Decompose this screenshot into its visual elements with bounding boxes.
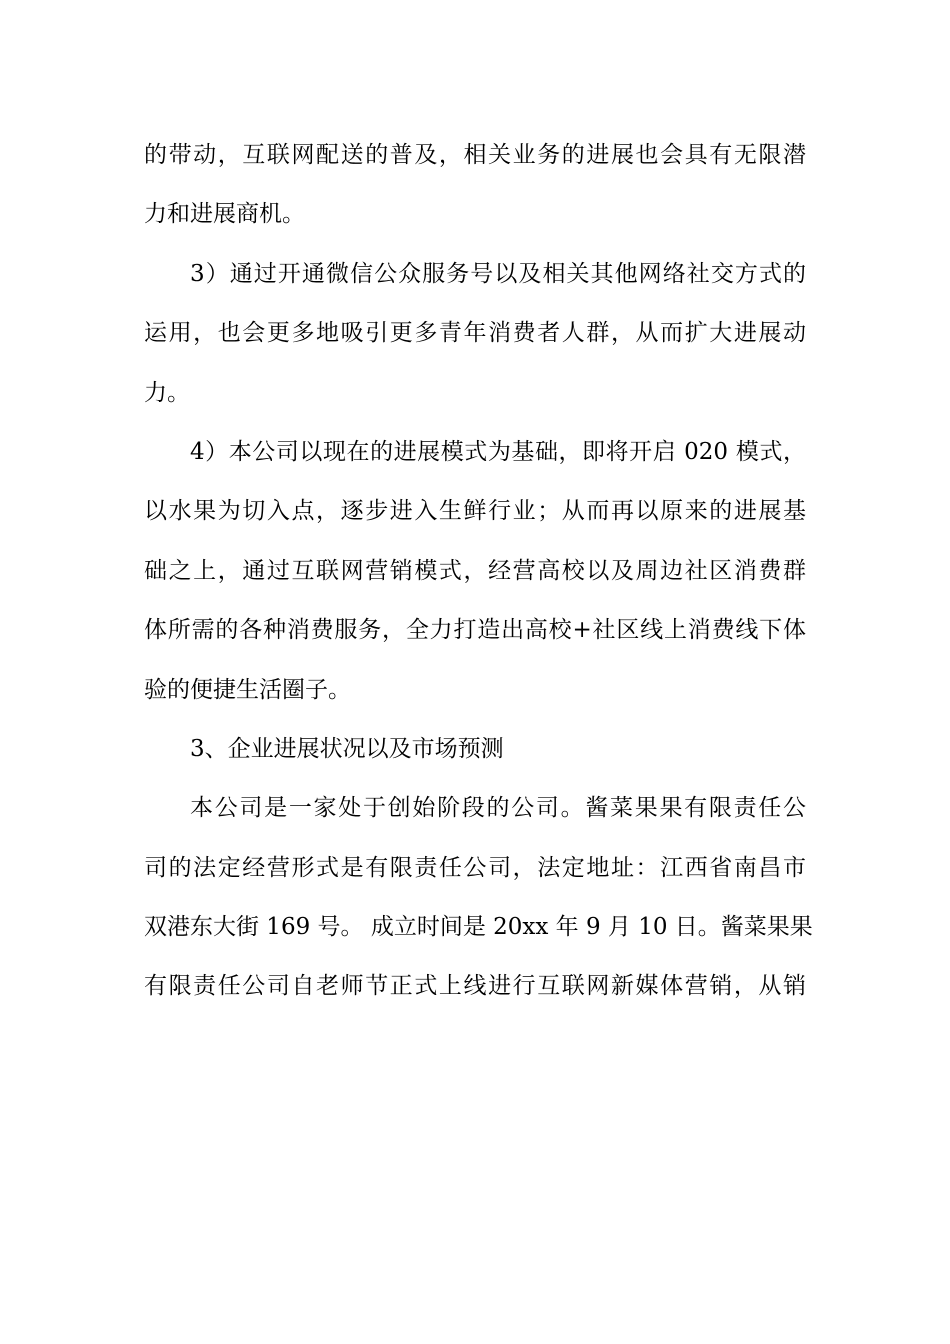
section-heading: 3、企业进展状况以及市场预测 bbox=[190, 735, 504, 762]
paragraph-line: 运用，也会更多地吸引更多青年消费者人群，从而扩大进展动 bbox=[144, 320, 806, 347]
paragraph-line: 3）通过开通微信公众服务号以及相关其他网络社交方式的 bbox=[190, 260, 806, 287]
document-body bbox=[144, 126, 813, 1017]
paragraph-line: 有限责任公司自老师节正式上线进行互联网新媒体营销，从销 bbox=[144, 973, 806, 1000]
paragraph-line: 本公司是一家处于创始阶段的公司。酱菜果果有限责任公 bbox=[190, 795, 806, 822]
paragraph-line: 体所需的各种消费服务，全力打造出高校+社区线上消费线下体 bbox=[144, 617, 806, 644]
paragraph-line: 4）本公司以现在的进展模式为基础，即将开启 020 模式， bbox=[190, 438, 806, 465]
paragraph-line: 验的便捷生活圈子。 bbox=[144, 676, 351, 703]
paragraph-line: 司的法定经营形式是有限责任公司，法定地址：江西省南昌市 bbox=[144, 854, 806, 881]
paragraph-line: 力。 bbox=[144, 379, 190, 406]
paragraph-line: 以水果为切入点，逐步进入生鲜行业；从而再以原来的进展基 bbox=[144, 498, 806, 525]
paragraph-line: 础之上，通过互联网营销模式，经营高校以及周边社区消费群 bbox=[144, 557, 806, 584]
paragraph-line: 双港东大街 169 号。 成立时间是 20xx 年 9 月 10 日。酱菜果果 bbox=[144, 914, 813, 941]
paragraph-line: 力和进展商机。 bbox=[144, 201, 305, 228]
paragraph-line: 的带动，互联网配送的普及，相关业务的进展也会具有无限潜 bbox=[144, 142, 806, 168]
